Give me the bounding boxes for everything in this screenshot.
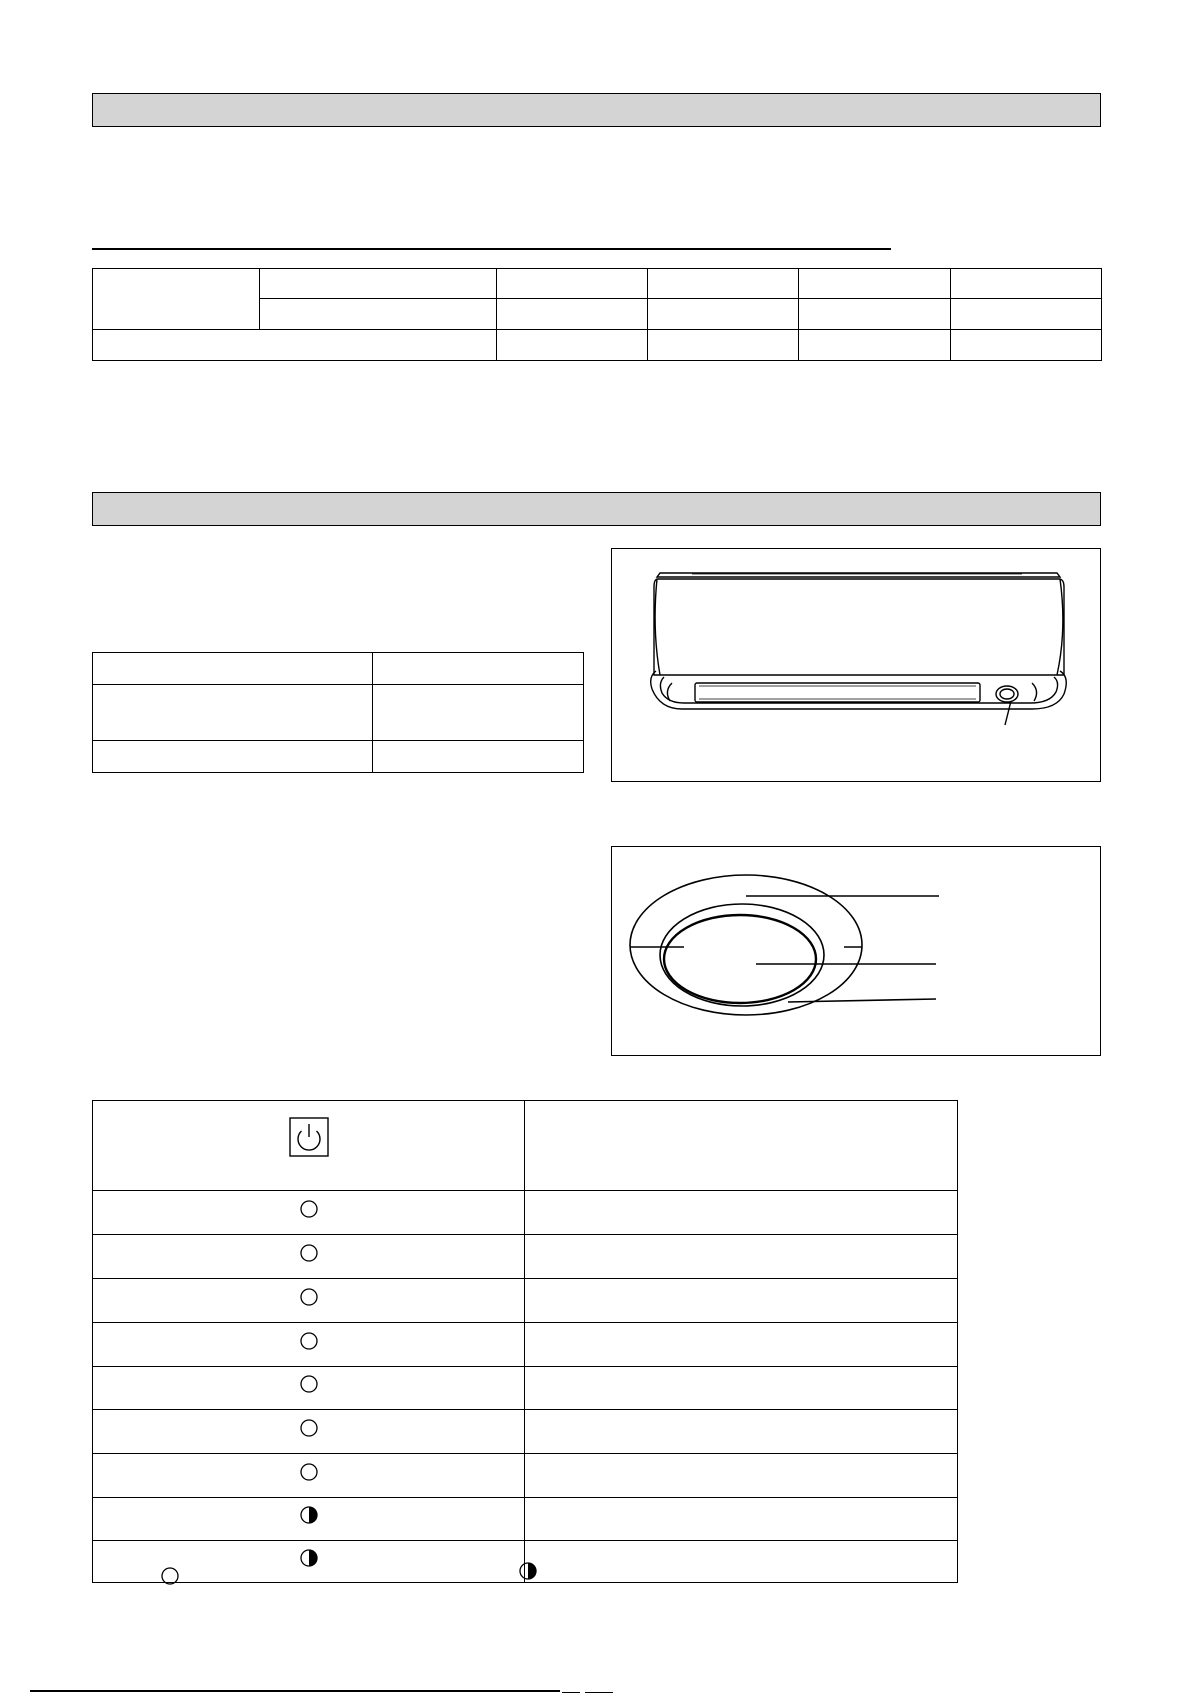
open-circle-icon [299, 1199, 319, 1219]
operation-table-cell [93, 685, 373, 741]
mode-table-description [525, 1235, 958, 1279]
mode-table-description [525, 1498, 958, 1541]
spec-table-cell [951, 330, 1102, 361]
mode-table [92, 1100, 958, 1583]
open-circle-icon [299, 1418, 319, 1438]
operation-table-cell [93, 653, 373, 685]
spec-table-cell [260, 269, 497, 299]
open-circle-icon [299, 1374, 319, 1394]
mode-table-description [525, 1454, 958, 1498]
spec-table-cell [799, 330, 951, 361]
mode-table-description [525, 1323, 958, 1367]
spec-table-cell [497, 330, 648, 361]
open-circle-icon [299, 1287, 319, 1307]
spec-table [92, 268, 1102, 361]
open-circle-icon [299, 1331, 319, 1351]
mode-table-row [93, 1410, 525, 1454]
power-icon [289, 1117, 329, 1157]
half-circle-icon [518, 1561, 538, 1581]
spec-table-cell [799, 299, 951, 330]
mode-table-description [525, 1279, 958, 1323]
mode-table-description [525, 1541, 958, 1583]
spec-table-cell [497, 299, 648, 330]
mode-table-row [93, 1323, 525, 1367]
indoor-unit-illustration [612, 549, 1102, 783]
mode-table-header-cell [525, 1101, 958, 1191]
spec-table-cell [260, 299, 497, 330]
spec-table-cell [951, 299, 1102, 330]
operation-table-cell [373, 685, 584, 741]
spec-table-cell [648, 330, 799, 361]
operation-table [92, 652, 584, 773]
indoor-unit-figure [611, 548, 1101, 782]
operation-table-cell [373, 653, 584, 685]
mode-table-row [93, 1541, 525, 1583]
switch-detail-illustration [612, 847, 1102, 1057]
open-circle-icon [299, 1243, 319, 1263]
footer-rule [30, 1690, 560, 1692]
open-circle-icon [160, 1566, 180, 1586]
mode-table-description [525, 1191, 958, 1235]
spec-table-cell [951, 269, 1102, 299]
mode-table-row [93, 1191, 525, 1235]
underline-rule [92, 248, 891, 250]
spec-table-cell [648, 299, 799, 330]
spec-table-row-header [93, 269, 260, 330]
spec-table-cell [648, 269, 799, 299]
footer-rule-fragment [585, 1692, 613, 1693]
mode-table-row [93, 1279, 525, 1323]
operation-table-cell [373, 741, 584, 773]
mode-table-row [93, 1454, 525, 1498]
mode-table-description [525, 1367, 958, 1410]
mode-table-row [93, 1235, 525, 1279]
mode-table-description [525, 1410, 958, 1454]
footer-rule-fragment [562, 1692, 580, 1693]
spec-table-cell [799, 269, 951, 299]
spec-table-cell [497, 269, 648, 299]
mode-table-row [93, 1367, 525, 1410]
open-circle-icon [299, 1462, 319, 1482]
mode-table-header-cell [93, 1101, 525, 1191]
spec-table-cell [93, 330, 497, 361]
section-2-heading-bar [92, 492, 1101, 526]
section-1-heading-bar [92, 93, 1101, 127]
half-circle-icon [299, 1548, 319, 1568]
half-circle-icon [299, 1505, 319, 1525]
mode-table-row [93, 1498, 525, 1541]
switch-detail-figure [611, 846, 1101, 1056]
operation-table-cell [93, 741, 373, 773]
